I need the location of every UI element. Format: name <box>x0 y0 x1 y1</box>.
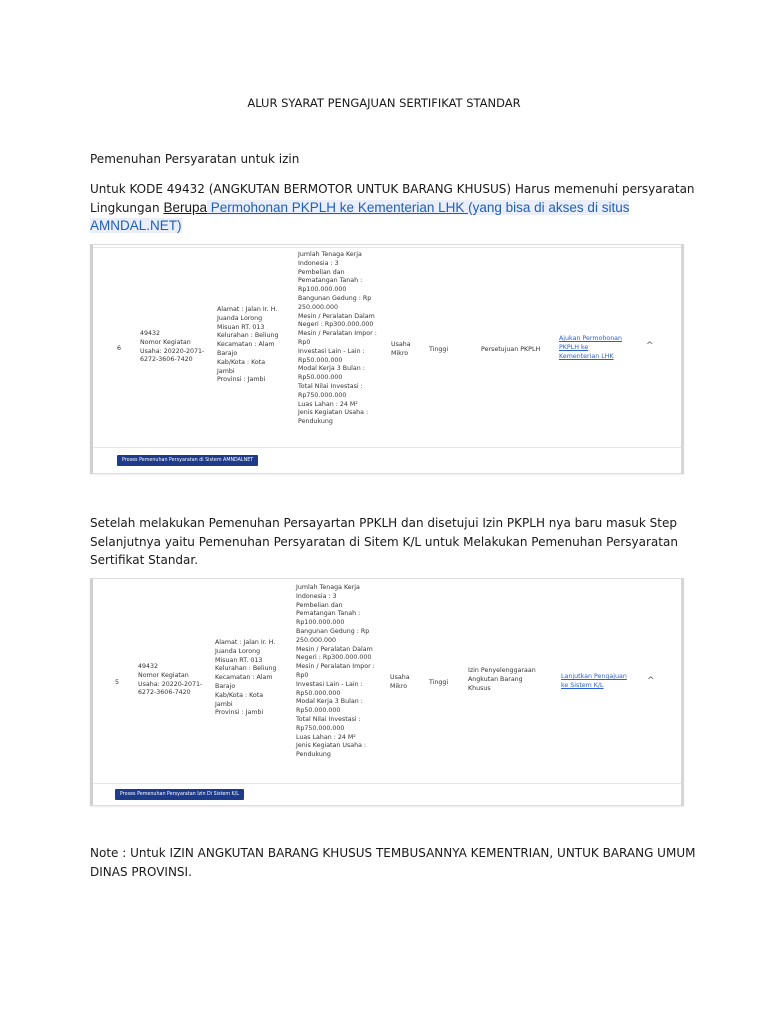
cell-line[interactable]: Ajukan Permohonan <box>559 335 623 342</box>
cell-line: Kab/Kota : Kota <box>215 691 264 699</box>
cell-line: Usaha: 20220-2071- <box>140 347 205 355</box>
jenis-cell <box>481 346 540 355</box>
cell-line: Provinsi : Jambi <box>217 376 266 384</box>
chevron-up-icon[interactable]: ^ <box>646 341 654 351</box>
cell-line: Jambi <box>215 700 233 708</box>
cell-line: Pematangan Tanah : <box>298 277 363 285</box>
cell-line: Mesin / Peralatan Impor : <box>298 330 377 338</box>
paragraph-line: Sertifikat Standar. <box>90 553 199 567</box>
cell-line: Bangunan Gedung : Rp <box>298 294 372 302</box>
cell-line: Mesin / Peralatan Impor : <box>296 663 375 671</box>
cell-line: Rp750.000.000 <box>298 391 347 399</box>
cell-line: Usaha <box>391 341 411 348</box>
kbli-cell <box>140 330 210 365</box>
note-line: Note : Untuk IZIN ANGKUTAN BARANG KHUSUS TEMBUSANNYA KEMENTRIAN, UNTUK BARANG UMUM <box>90 846 696 860</box>
row-number: 6 <box>117 345 122 352</box>
cell-line: Barajo <box>217 349 238 357</box>
cell-line: Rp50.000.000 <box>296 707 341 715</box>
cell-line: Juanda Lorong <box>215 647 261 655</box>
document-title: ALUR SYARAT PENGAJUAN SERTIFIKAT STANDAR <box>247 96 521 110</box>
cell-line: Misuan RT. 013 <box>215 656 263 664</box>
cell-line: Pembelian dan <box>298 268 345 276</box>
skala-cell <box>390 674 410 692</box>
cell-line: Barajo <box>215 682 236 690</box>
paragraph-line: Selanjutnya yaitu Pemenuhan Persyaratan di Sitem K/L untuk Melakukan Pemenuhan Persyaratan <box>90 534 678 549</box>
cell-line: Kecamatan : Alam <box>217 341 275 349</box>
skala-cell <box>391 341 411 359</box>
cell-line: Modal Kerja 3 Bulan : <box>298 365 365 373</box>
row-divider <box>93 447 681 448</box>
cell-line: Kelurahan : Beliung <box>217 332 279 340</box>
cell-line: Pendukung <box>296 751 331 759</box>
row-divider <box>93 783 681 784</box>
cell-line: Indonesia : 3 <box>298 259 339 267</box>
lokasi-cell <box>217 306 289 385</box>
cell-line: Jumlah Tenaga Kerja <box>296 584 360 591</box>
cell-line: 250.000.000 <box>296 636 337 644</box>
jenis-cell <box>468 667 548 693</box>
pkplh-link[interactable]: Permohonan PKPLH ke Kementerian LHK <box>206 199 469 215</box>
cell-line: Jenis Kegiatan Usaha : <box>296 742 367 750</box>
paragraph-text: Lingkungan <box>90 200 164 215</box>
paragraph-requirement <box>90 180 710 236</box>
cell-line: Izin Penyelenggaraan <box>468 667 536 674</box>
cell-line: 250.000.000 <box>298 303 339 311</box>
cell-line: Pendukung <box>298 418 333 426</box>
cell-line: Negeri : Rp300.000.000 <box>296 654 372 662</box>
amndal-text: AMNDAL.NET) <box>90 218 182 233</box>
cell-line: Kecamatan : Alam <box>215 674 273 682</box>
cell-line: Angkutan Barang <box>468 675 523 683</box>
cell-line: Negeri : Rp300.000.000 <box>298 321 374 329</box>
cell-line: 6272-3606-7420 <box>140 356 193 364</box>
cell-line: Jambi <box>217 367 235 375</box>
screenshot-kl-table <box>90 578 684 806</box>
cell-line: Mesin / Peralatan Dalam <box>298 312 375 320</box>
cell-line: Mesin / Peralatan Dalam <box>296 645 373 653</box>
paragraph-next-step <box>90 514 710 570</box>
cell-line: Mikro <box>390 682 408 690</box>
cell-line: Bangunan Gedung : Rp <box>296 627 370 635</box>
paragraph-line: Setelah melakukan Pemenuhan Persayartan PPKLH dan disetujui Izin PKPLH nya baru masuk Step <box>90 516 677 530</box>
cell-line: Alamat : Jalan Ir. H. <box>215 639 276 646</box>
cell-line: 49432 <box>140 330 161 337</box>
lokasi-cell <box>215 639 287 718</box>
cell-line: Khusus <box>468 684 491 692</box>
cell-line: Investasi Lain - Lain : <box>296 680 363 688</box>
cell-line[interactable]: Lanjutkan Pengajuan <box>561 673 627 680</box>
cell-line: Rp100.000.000 <box>298 286 347 294</box>
row-number: 5 <box>115 679 120 686</box>
cell-line: Provinsi : Jambi <box>215 709 264 717</box>
cell-line: Indonesia : 3 <box>296 592 337 600</box>
cell-line: Rp0 <box>298 338 311 346</box>
cell-line: Jenis Kegiatan Usaha : <box>298 409 369 417</box>
cell-line: Usaha <box>390 674 410 681</box>
cell-line: Kelurahan : Beliung <box>215 665 277 673</box>
cell-line: Nomor Kegiatan <box>138 671 189 679</box>
cell-line: Rp50.000.000 <box>298 374 343 382</box>
cell-line: Pematangan Tanah : <box>296 610 361 618</box>
cell-line: Rp100.000.000 <box>296 619 345 627</box>
cell-line: Persetujuan PKPLH <box>481 346 541 353</box>
cell-line: Total Nilai Investasi : <box>296 715 361 723</box>
cell-line[interactable]: PKPLH ke <box>559 343 589 351</box>
cell-line: Kab/Kota : Kota <box>217 358 266 366</box>
cell-line: Misuan RT. 013 <box>217 323 265 331</box>
section-heading: Pemenuhan Persyaratan untuk izin <box>90 152 300 166</box>
cell-line: Nomor Kegiatan <box>140 338 191 346</box>
note-paragraph <box>90 844 710 881</box>
table-top-border <box>93 247 681 248</box>
cell-line: Investasi Lain - Lain : <box>298 347 365 355</box>
cell-line: Usaha: 20220-2071- <box>138 680 203 688</box>
risiko-cell: Tinggi <box>429 346 449 353</box>
cell-line: Jumlah Tenaga Kerja <box>298 251 362 258</box>
cell-line: Total Nilai Investasi : <box>298 382 363 390</box>
cell-line: Rp50.000.000 <box>298 356 343 364</box>
cell-line: Rp0 <box>296 671 309 679</box>
screenshot-pkplh-table <box>90 244 684 474</box>
cell-line: Alamat : Jalan Ir. H. <box>217 306 278 313</box>
cell-line: 49432 <box>138 663 159 670</box>
cell-line[interactable]: Kementerian LHK <box>559 352 614 360</box>
cell-line[interactable]: ke Sistem K/L <box>561 681 604 689</box>
detail-cell <box>298 251 380 427</box>
chevron-up-icon[interactable]: ^ <box>647 676 655 686</box>
ajukan-pkplh-link[interactable] <box>559 335 639 361</box>
lanjutkan-kl-link[interactable] <box>561 673 641 691</box>
cell-line: Luas Lahan : 24 M² <box>298 400 358 408</box>
cell-line: Modal Kerja 3 Bulan : <box>296 698 363 706</box>
cell-line: Mikro <box>391 349 409 357</box>
link-tail-text: (yang bisa di akses di situs <box>468 199 630 215</box>
cell-line: Rp750.000.000 <box>296 724 345 732</box>
berupa-text: Berupa <box>163 199 207 215</box>
note-line: DINAS PROVINSI. <box>90 864 192 879</box>
paragraph-line <box>90 217 710 236</box>
paragraph-line: Untuk KODE 49432 (ANGKUTAN BERMOTOR UNTUK BARANG KHUSUS) Harus memenuhi persyaratan <box>90 182 695 196</box>
cell-line: Juanda Lorong <box>217 314 263 322</box>
detail-cell <box>296 584 378 760</box>
cell-line: Luas Lahan : 24 M² <box>296 733 356 741</box>
cell-line: 6272-3606-7420 <box>138 689 191 697</box>
cell-line: Rp50.000.000 <box>296 689 341 697</box>
proses-amndalnet-button[interactable]: Proses Pemenuhan Persyaratan di Sistem AMNDALNET <box>117 455 258 466</box>
proses-kl-button[interactable]: Proses Pemenuhan Persyaratan Izin Di Sistem K/L <box>115 789 244 800</box>
risiko-cell: Tinggi <box>429 679 449 686</box>
cell-line: Pembelian dan <box>296 601 343 609</box>
paragraph-line <box>90 199 710 218</box>
kbli-cell <box>138 663 208 698</box>
